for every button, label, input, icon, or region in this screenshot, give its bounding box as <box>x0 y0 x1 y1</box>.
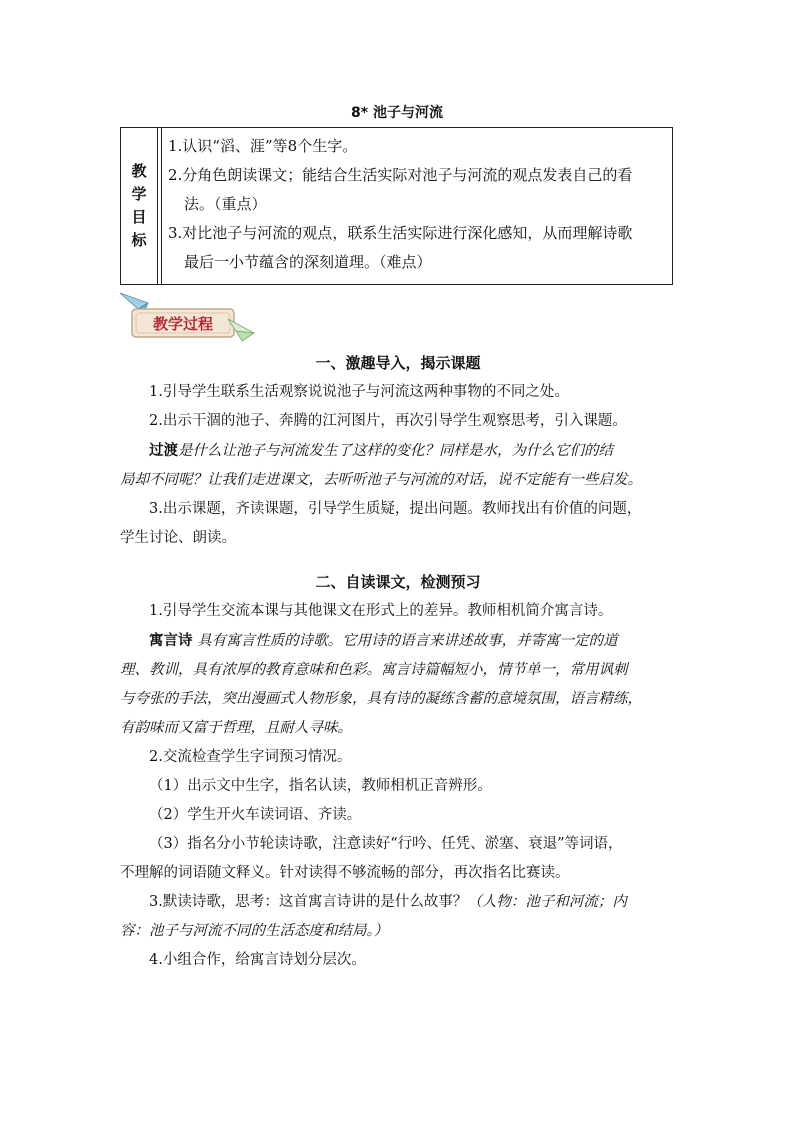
fable-text: 具有寓言性质的诗歌。它用诗的语言来讲述故事，并寄寓一定的道 <box>197 633 618 649</box>
section-heading: 一、激趣导入，揭示课题 <box>315 354 481 372</box>
goals-header-char: 教 <box>131 162 147 180</box>
answer-note-cont: 容：池子与河流不同的生活态度和结局。） <box>120 923 389 939</box>
paragraph: 2.出示干涸的池子、奔腾的江河图片，再次引导学生观察思考，引入课题。 <box>149 413 627 429</box>
section-1 <box>120 349 676 553</box>
paragraph-cont: 学生讨论、朗读。 <box>120 530 236 546</box>
fable-text-cont: 与夸张的手法，突出漫画式人物形象，具有诗的凝练含蓄的意境氛围，语言精练， <box>120 691 642 707</box>
banner-text: 教学过程 <box>152 315 214 333</box>
paper-plane-icon <box>118 289 258 345</box>
document-title: 8* 池子与河流 <box>351 105 443 121</box>
goal-item-cont: 最后一小节蕴含的深刻道理。（难点） <box>184 253 432 271</box>
paragraph: 1.引导学生联系生活观察说说池子与河流这两种事物的不同之处。 <box>149 384 569 400</box>
fable-text-cont: 有韵味而又富于哲理，且耐人寻味。 <box>120 720 352 736</box>
goals-list <box>161 128 672 284</box>
question-text: 3.默读诗歌，思考：这首寓言诗讲的是什么故事？ <box>149 894 468 910</box>
sub-item: （3）指名分小节轮读诗歌，注意读好“行吟、任凭、淤塞、衰退”等词语， <box>149 836 623 852</box>
paragraph <box>120 888 676 917</box>
goals-header-char: 学 <box>131 185 147 203</box>
paragraph: 3.出示课题，齐读课题，引导学生质疑，提出问题。教师找出有价值的问题， <box>149 501 642 517</box>
teaching-goals-table <box>120 127 673 285</box>
goals-header-char: 标 <box>131 231 147 249</box>
section-heading: 二、自读课文，检测预习 <box>315 573 481 591</box>
paragraph: 2.交流检查学生字词预习情况。 <box>149 749 352 765</box>
fable-label: 寓言诗 <box>149 632 193 649</box>
paragraph: 4.小组合作，给寓言诗划分层次。 <box>149 952 366 968</box>
sub-item: （2）学生开火车读词语、齐读。 <box>149 807 362 823</box>
goal-item: 2.分角色朗读课文；能结合生活实际对池子与河流的观点发表自己的看 <box>168 166 633 184</box>
fable-definition <box>120 626 676 656</box>
fable-text-cont: 理、教训，具有浓厚的教育意味和色彩。寓言诗篇幅短小，情节单一，常用讽刺 <box>120 662 628 678</box>
goals-header-char: 目 <box>131 208 147 226</box>
transition-label: 过渡 <box>149 442 178 459</box>
goal-item: 1.认识“滔、涯”等8个生字。 <box>168 137 358 155</box>
goal-item-cont: 法。（重点） <box>184 195 267 213</box>
goals-header <box>121 128 158 284</box>
sub-item: （1）出示文中生字，指名认读，教师相机正音辨形。 <box>149 778 492 794</box>
transition-paragraph <box>120 436 676 466</box>
teaching-process-banner <box>118 289 258 345</box>
transition-text-cont: 局却不同呢？让我们走进课文，去听听池子与河流的对话，说不定能有一些启发。 <box>120 472 642 488</box>
section-2 <box>120 568 676 975</box>
goal-item: 3.对比池子与河流的观点，联系生活实际进行深化感知，从而理解诗歌 <box>168 224 633 242</box>
transition-text: 是什么让池子与河流发生了这样的变化？同样是水，为什么它们的结 <box>178 443 613 459</box>
answer-note: （人物：池子和河流；内 <box>467 894 627 910</box>
sub-item-cont: 不理解的词语随文释义。针对读得不够流畅的部分，再次指名比赛读。 <box>120 865 570 881</box>
paragraph: 1.引导学生交流本课与其他课文在形式上的差异。教师相机简介寓言诗。 <box>149 603 613 619</box>
